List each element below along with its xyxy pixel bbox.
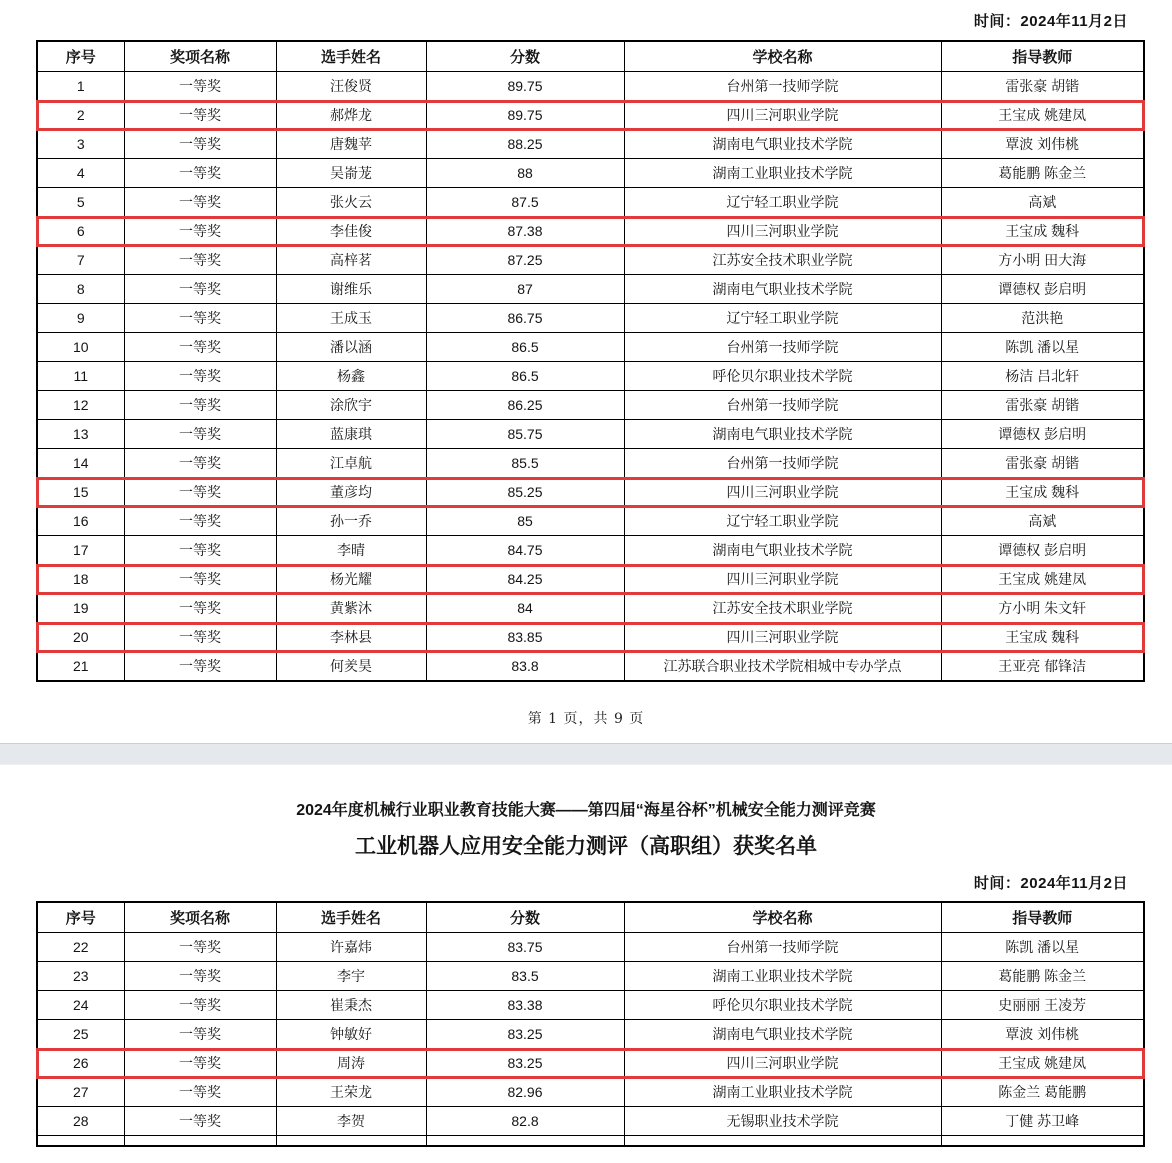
cell-award: 一等奖 [124,159,276,188]
cell-no: 3 [37,130,124,159]
table-row [37,101,1144,130]
cell-name: 董彦均 [276,478,426,507]
cell-school: 江苏安全技术职业学院 [624,246,941,275]
cell-score: 85.5 [426,449,624,478]
cell-teachers: 覃波 刘伟桃 [941,1020,1144,1049]
cell-no: 22 [37,933,124,962]
cell-score: 83.38 [426,991,624,1020]
cell-empty [276,1136,426,1147]
cell-name: 何羑昊 [276,652,426,682]
cell-teachers: 陈凯 潘以星 [941,333,1144,362]
cell-name: 钟敏好 [276,1020,426,1049]
cell-award: 一等奖 [124,962,276,991]
cell-school: 辽宁轻工职业学院 [624,507,941,536]
cell-teachers: 覃波 刘伟桃 [941,130,1144,159]
cell-name: 孙一乔 [276,507,426,536]
cell-award: 一等奖 [124,1107,276,1136]
cell-school: 台州第一技师学院 [624,72,941,101]
cell-score: 83.25 [426,1020,624,1049]
cell-school: 四川三河职业学院 [624,565,941,594]
cell-no: 20 [37,623,124,652]
cell-score: 84.75 [426,536,624,565]
cell-school: 湖南电气职业技术学院 [624,420,941,449]
cell-no: 21 [37,652,124,682]
table-row [37,1049,1144,1078]
cell-teachers: 王亚亮 郁锋洁 [941,652,1144,682]
cell-no: 10 [37,333,124,362]
cell-name: 江卓航 [276,449,426,478]
cell-school: 四川三河职业学院 [624,217,941,246]
cell-score: 82.8 [426,1107,624,1136]
cell-no: 5 [37,188,124,217]
table-row [37,130,1144,159]
cell-no: 8 [37,275,124,304]
cell-award: 一等奖 [124,130,276,159]
cell-score: 85.75 [426,420,624,449]
cell-school: 台州第一技师学院 [624,391,941,420]
table-row [37,991,1144,1020]
page-break-gap [0,743,1172,765]
cell-no: 17 [37,536,124,565]
cell-school: 辽宁轻工职业学院 [624,188,941,217]
cell-score: 86.5 [426,333,624,362]
cell-name: 谢维乐 [276,275,426,304]
cell-teachers: 丁健 苏卫峰 [941,1107,1144,1136]
cell-award: 一等奖 [124,991,276,1020]
cell-award: 一等奖 [124,246,276,275]
cell-school: 四川三河职业学院 [624,101,941,130]
table-row [37,391,1144,420]
table-row [37,159,1144,188]
cell-no: 9 [37,304,124,333]
cell-score: 88.25 [426,130,624,159]
table-row [37,623,1144,652]
table-row [37,275,1144,304]
page-number-footer: 第 1 页，共 9 页 [527,711,645,727]
cell-name: 涂欣宇 [276,391,426,420]
cell-name: 李林县 [276,623,426,652]
cell-no: 25 [37,1020,124,1049]
cell-award: 一等奖 [124,507,276,536]
award-table-page1 [36,40,1145,682]
cell-school: 台州第一技师学院 [624,333,941,362]
cell-teachers: 谭德权 彭启明 [941,536,1144,565]
cell-empty [941,1136,1144,1147]
cell-score: 87.5 [426,188,624,217]
cell-school: 台州第一技师学院 [624,449,941,478]
table-row [37,933,1144,962]
cell-no: 26 [37,1049,124,1078]
cell-name: 许嘉炜 [276,933,426,962]
cell-teachers: 史丽丽 王凌芳 [941,991,1144,1020]
cell-award: 一等奖 [124,217,276,246]
cell-teachers: 王宝成 魏科 [941,478,1144,507]
cell-school: 江苏安全技术职业学院 [624,594,941,623]
cell-teachers: 范洪艳 [941,304,1144,333]
cell-score: 83.8 [426,652,624,682]
cell-name: 李宇 [276,962,426,991]
table-row [37,217,1144,246]
column-header-name: 选手姓名 [276,41,426,72]
cell-school: 呼伦贝尔职业技术学院 [624,991,941,1020]
cell-no: 23 [37,962,124,991]
table-row [37,594,1144,623]
cell-teachers: 陈凯 潘以星 [941,933,1144,962]
cell-empty [426,1136,624,1147]
cell-teachers: 杨洁 吕北轩 [941,362,1144,391]
table-row [37,1107,1144,1136]
cell-school: 呼伦贝尔职业技术学院 [624,362,941,391]
page1-date-label: 时间：2024年11月2日 [973,13,1128,30]
cell-score: 89.75 [426,72,624,101]
column-header-score: 分数 [426,41,624,72]
cell-no: 6 [37,217,124,246]
cell-name: 唐魏苹 [276,130,426,159]
cell-award: 一等奖 [124,933,276,962]
award-list-title: 工业机器人应用安全能力测评（高职组）获奖名单 [355,835,817,858]
column-header-name: 选手姓名 [276,902,426,933]
cell-name: 潘以涵 [276,333,426,362]
cell-score: 86.5 [426,362,624,391]
cell-score: 86.25 [426,391,624,420]
cell-no: 2 [37,101,124,130]
award-table-page2 [36,901,1145,1147]
cell-name: 李晴 [276,536,426,565]
cell-school: 湖南电气职业技术学院 [624,130,941,159]
cell-name: 张火云 [276,188,426,217]
cell-empty [37,1136,124,1147]
cell-name: 杨光耀 [276,565,426,594]
table-row [37,449,1144,478]
table-row [37,333,1144,362]
cell-school: 台州第一技师学院 [624,933,941,962]
cell-name: 高梓茗 [276,246,426,275]
cell-name: 黄紫沐 [276,594,426,623]
table-row [37,188,1144,217]
cell-no: 1 [37,72,124,101]
cell-teachers: 雷张豪 胡锴 [941,449,1144,478]
cell-award: 一等奖 [124,391,276,420]
cell-no: 19 [37,594,124,623]
cell-award: 一等奖 [124,333,276,362]
cell-name: 汪俊贤 [276,72,426,101]
table-row [37,507,1144,536]
competition-title: 2024年度机械行业职业教育技能大赛——第四届“海星谷杯”机械安全能力测评竞赛 [296,802,876,819]
cell-no: 24 [37,991,124,1020]
cell-no: 11 [37,362,124,391]
cell-school: 辽宁轻工职业学院 [624,304,941,333]
column-header-award: 奖项名称 [124,41,276,72]
cell-teachers: 方小明 田大海 [941,246,1144,275]
table-row [37,962,1144,991]
column-header-index: 序号 [37,902,124,933]
cell-score: 87 [426,275,624,304]
cell-award: 一等奖 [124,1049,276,1078]
cell-teachers: 葛能鹏 陈金兰 [941,962,1144,991]
cell-award: 一等奖 [124,565,276,594]
cell-award: 一等奖 [124,594,276,623]
cell-school: 湖南工业职业技术学院 [624,962,941,991]
cell-award: 一等奖 [124,275,276,304]
cell-school: 湖南电气职业技术学院 [624,536,941,565]
table-row [37,565,1144,594]
column-header-school: 学校名称 [624,902,941,933]
cell-score: 83.25 [426,1049,624,1078]
cell-teachers: 高斌 [941,188,1144,217]
table-row [37,1020,1144,1049]
cell-name: 王荣龙 [276,1078,426,1107]
cell-award: 一等奖 [124,478,276,507]
cell-name: 崔秉杰 [276,991,426,1020]
cell-score: 84.25 [426,565,624,594]
cell-award: 一等奖 [124,72,276,101]
cell-empty [624,1136,941,1147]
cell-award: 一等奖 [124,101,276,130]
cell-name: 王成玉 [276,304,426,333]
cell-teachers: 王宝成 姚建凤 [941,565,1144,594]
cell-no: 15 [37,478,124,507]
column-header-score: 分数 [426,902,624,933]
cell-teachers: 方小明 朱文轩 [941,594,1144,623]
cell-score: 85 [426,507,624,536]
cell-teachers: 谭德权 彭启明 [941,420,1144,449]
table-header-row [37,41,1144,72]
cell-school: 四川三河职业学院 [624,478,941,507]
page2-date-label: 时间：2024年11月2日 [973,875,1128,892]
cell-award: 一等奖 [124,1020,276,1049]
cell-award: 一等奖 [124,652,276,682]
cell-teachers: 雷张豪 胡锴 [941,72,1144,101]
table-row [37,478,1144,507]
cell-teachers: 雷张豪 胡锴 [941,391,1144,420]
table-row [37,72,1144,101]
cell-teachers: 王宝成 魏科 [941,217,1144,246]
column-header-award: 奖项名称 [124,902,276,933]
cell-teachers: 葛能鹏 陈金兰 [941,159,1144,188]
cell-school: 湖南工业职业技术学院 [624,159,941,188]
table-row [37,362,1144,391]
table-row-partial [37,1136,1144,1147]
cell-school: 江苏联合职业技术学院相城中专办学点 [624,652,941,682]
cell-award: 一等奖 [124,536,276,565]
cell-award: 一等奖 [124,623,276,652]
cell-school: 四川三河职业学院 [624,623,941,652]
cell-score: 84 [426,594,624,623]
cell-no: 27 [37,1078,124,1107]
cell-score: 86.75 [426,304,624,333]
cell-no: 14 [37,449,124,478]
cell-teachers: 王宝成 魏科 [941,623,1144,652]
cell-score: 87.38 [426,217,624,246]
table-row [37,304,1144,333]
cell-name: 李贺 [276,1107,426,1136]
cell-award: 一等奖 [124,188,276,217]
cell-award: 一等奖 [124,362,276,391]
cell-teachers: 王宝成 姚建凤 [941,101,1144,130]
cell-name: 郝烨龙 [276,101,426,130]
cell-no: 12 [37,391,124,420]
cell-name: 杨鑫 [276,362,426,391]
cell-teachers: 王宝成 姚建凤 [941,1049,1144,1078]
cell-teachers: 谭德权 彭启明 [941,275,1144,304]
cell-school: 湖南电气职业技术学院 [624,1020,941,1049]
cell-score: 89.75 [426,101,624,130]
table-row [37,652,1144,682]
column-header-index: 序号 [37,41,124,72]
cell-no: 7 [37,246,124,275]
cell-no: 18 [37,565,124,594]
cell-school: 湖南工业职业技术学院 [624,1078,941,1107]
cell-score: 83.75 [426,933,624,962]
table-row [37,246,1144,275]
cell-no: 28 [37,1107,124,1136]
cell-school: 湖南电气职业技术学院 [624,275,941,304]
cell-no: 4 [37,159,124,188]
cell-score: 83.5 [426,962,624,991]
cell-school: 无锡职业技术学院 [624,1107,941,1136]
column-header-teachers: 指导教师 [941,902,1144,933]
cell-no: 16 [37,507,124,536]
cell-name: 周涛 [276,1049,426,1078]
cell-name: 李佳俊 [276,217,426,246]
table-row [37,420,1144,449]
cell-score: 85.25 [426,478,624,507]
cell-score: 87.25 [426,246,624,275]
table-row [37,536,1144,565]
cell-teachers: 陈金兰 葛能鹏 [941,1078,1144,1107]
cell-teachers: 高斌 [941,507,1144,536]
cell-award: 一等奖 [124,420,276,449]
cell-award: 一等奖 [124,1078,276,1107]
column-header-teachers: 指导教师 [941,41,1144,72]
cell-empty [124,1136,276,1147]
cell-name: 蓝康琪 [276,420,426,449]
cell-score: 82.96 [426,1078,624,1107]
column-header-school: 学校名称 [624,41,941,72]
cell-award: 一等奖 [124,449,276,478]
cell-score: 83.85 [426,623,624,652]
cell-school: 四川三河职业学院 [624,1049,941,1078]
table-row [37,1078,1144,1107]
cell-award: 一等奖 [124,304,276,333]
cell-no: 13 [37,420,124,449]
cell-score: 88 [426,159,624,188]
cell-name: 吴嵛茏 [276,159,426,188]
table-header-row [37,902,1144,933]
